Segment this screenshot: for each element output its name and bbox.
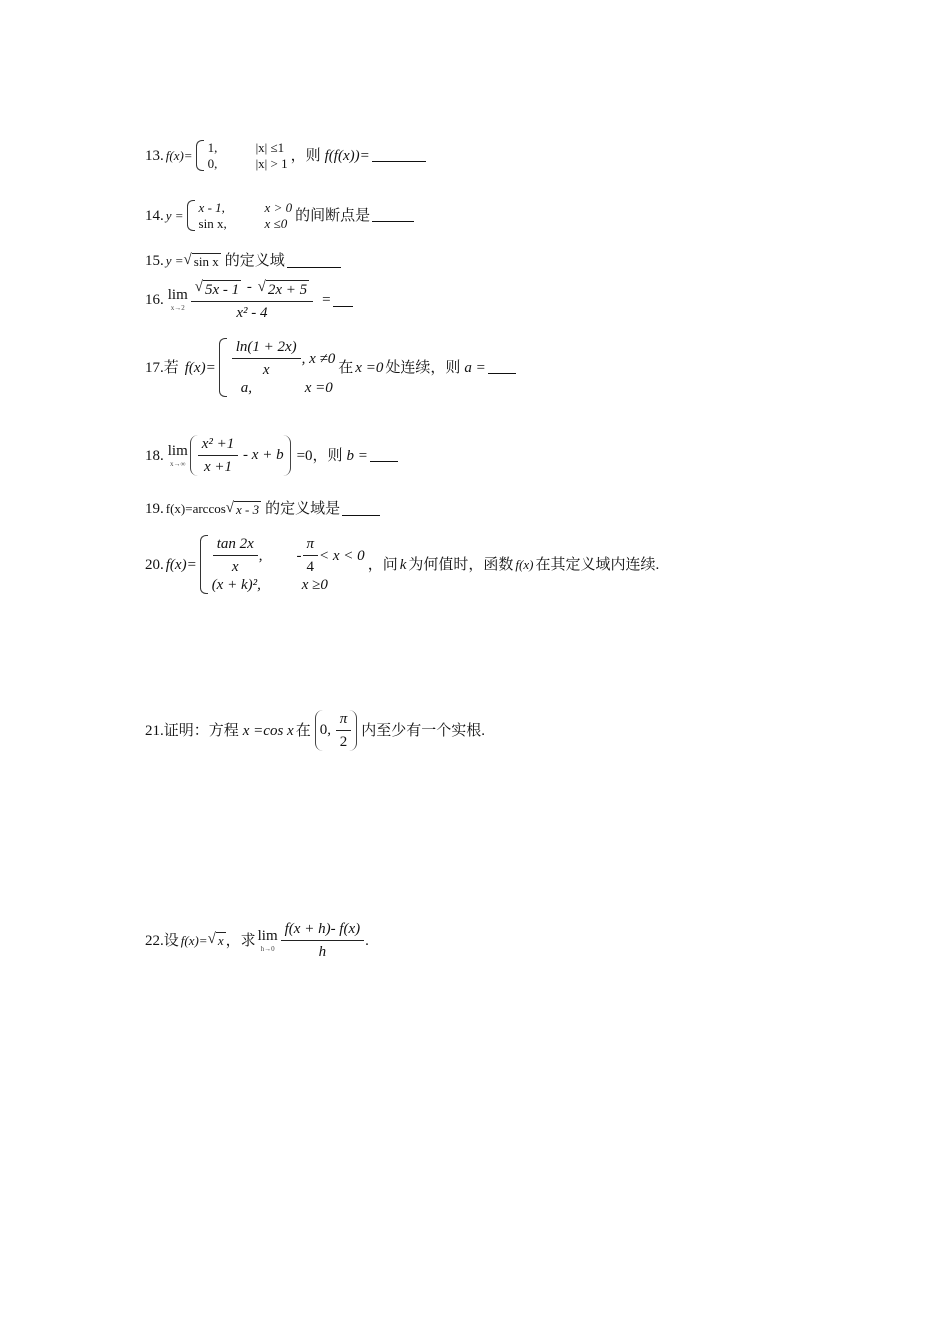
interval: 0, $\frac{\pi}{2}$	[315, 710, 358, 751]
text: 的间断点是	[295, 207, 371, 224]
problem-15	[145, 252, 341, 270]
function-lhs: y =	[165, 207, 184, 223]
problem-number: 13.	[145, 147, 164, 164]
problem-13	[145, 140, 426, 171]
denominator: x² - 4	[191, 301, 313, 322]
pi-fraction: $\frac{\pi}{2}$	[338, 710, 350, 751]
problem-number: 15.	[145, 253, 164, 269]
answer-blank[interactable]	[333, 294, 353, 307]
answer-blank[interactable]	[370, 449, 398, 462]
case-value: 0,	[207, 155, 218, 171]
case-condition: x =0	[304, 380, 333, 396]
case-value: sin x,	[198, 215, 227, 231]
problem-16	[145, 278, 353, 322]
text: ，求	[225, 932, 256, 949]
square-root: √ x - 3	[225, 499, 260, 517]
text: 处连续，则	[385, 359, 461, 376]
left-brace	[200, 535, 208, 594]
variable: b =	[346, 447, 368, 464]
variable: a =	[464, 359, 486, 376]
answer-blank[interactable]	[372, 209, 414, 222]
text: 在	[338, 359, 354, 376]
equation: x =cos x	[242, 722, 294, 739]
piecewise	[187, 200, 293, 231]
pi-fraction: $\frac{\pi}{4}$	[305, 535, 317, 576]
answer-blank[interactable]	[342, 503, 380, 516]
square-root: √ sin x	[183, 251, 219, 269]
square-root: √ 5x - 1	[194, 279, 240, 298]
function-lhs: f(x)=	[180, 932, 208, 948]
problem-number: 21.证明：方程	[145, 722, 239, 739]
square-root: √ 2x + 5	[257, 279, 308, 298]
text: =0，则	[296, 447, 343, 464]
problem-number: 22.设	[145, 932, 179, 949]
square-root: √ x	[207, 931, 224, 949]
condition: x =0	[355, 359, 384, 376]
function-lhs: f(x)=	[184, 359, 216, 376]
answer-blank[interactable]	[488, 361, 516, 374]
problem-22: 22.设 f(x)= √ x ，求 lim h→0 $\frac{f(x + h)- f(x)}{h}$ .	[145, 921, 369, 960]
problem-number: 18.	[145, 447, 164, 464]
function-lhs: f(x)=	[165, 147, 193, 163]
function-lhs: y =	[165, 253, 184, 269]
text: ，问	[367, 556, 398, 573]
equals-sign: =	[322, 292, 331, 308]
answer-blank[interactable]	[287, 255, 341, 268]
case-condition: x ≥0	[301, 577, 328, 593]
composite-expression: f(f(x))=	[324, 147, 370, 164]
text: 的定义域	[224, 253, 285, 269]
problem-20	[145, 535, 659, 594]
case-condition: , x ≠0	[301, 350, 336, 367]
problem-19	[145, 500, 380, 518]
case-value: 1,	[207, 140, 218, 155]
fraction: $\frac{\tan 2x}{x}$	[215, 535, 256, 576]
problem-14	[145, 200, 414, 231]
text: 为何值时，函数	[408, 556, 514, 573]
variable: k	[399, 556, 407, 573]
text: 的定义域是	[265, 501, 341, 517]
limit: lim h→0	[257, 927, 278, 953]
parenthesis-group: $\frac{\text{x² +1}}{x +1}$ - x + b	[190, 435, 291, 476]
text: 在其定义域内连续.	[535, 556, 660, 573]
piecewise	[219, 338, 336, 397]
text: 内至少有一个实根.	[361, 722, 485, 739]
text: 在	[295, 722, 311, 739]
case-condition: |x| > 1	[255, 155, 288, 171]
answer-blank[interactable]	[372, 149, 426, 162]
function-lhs: f(x)=arccos	[165, 501, 226, 517]
case-condition: x > 0	[264, 200, 293, 215]
problem-number: 16.	[145, 292, 164, 308]
case-value: x - 1,	[198, 200, 225, 215]
left-brace	[196, 140, 204, 171]
case-value: a,	[240, 380, 252, 396]
limit: lim x→2	[167, 287, 188, 312]
problem-number: 19.	[145, 501, 164, 517]
problem-18	[145, 435, 398, 476]
case-condition: x ≤0	[264, 215, 288, 231]
fraction: $\frac{\ln(1 + 2x)}{x}$	[234, 338, 299, 379]
problem-number: 20.	[145, 556, 164, 573]
limit: lim x→∞	[167, 442, 188, 468]
text: ，则	[290, 147, 321, 164]
problem-21	[145, 710, 485, 751]
fraction: $\frac{f(x + h)- f(x)}{h}$	[283, 920, 363, 961]
problem-number: 14.	[145, 207, 164, 224]
function-lhs: f(x)=	[165, 556, 197, 573]
fraction: $\frac{\text{x² +1}}{x +1}$	[200, 435, 237, 476]
function-ref: f(x)	[515, 556, 534, 572]
case-value: (x + k)²,	[211, 577, 261, 593]
left-brace	[219, 338, 227, 397]
piecewise: $\frac{\tan 2x}{x}$ , - $\frac{\pi}{4}$ < x < 0 (x + k)², x ≥0	[200, 535, 365, 594]
fraction: √ 5x - 1 - √ 2x + 5 x² - 4	[193, 278, 311, 322]
case-condition: |x| ≤1	[255, 140, 285, 155]
problem-number: 17.若	[145, 359, 179, 376]
piecewise	[196, 140, 288, 171]
problem-17	[145, 338, 516, 397]
left-brace	[187, 200, 195, 231]
